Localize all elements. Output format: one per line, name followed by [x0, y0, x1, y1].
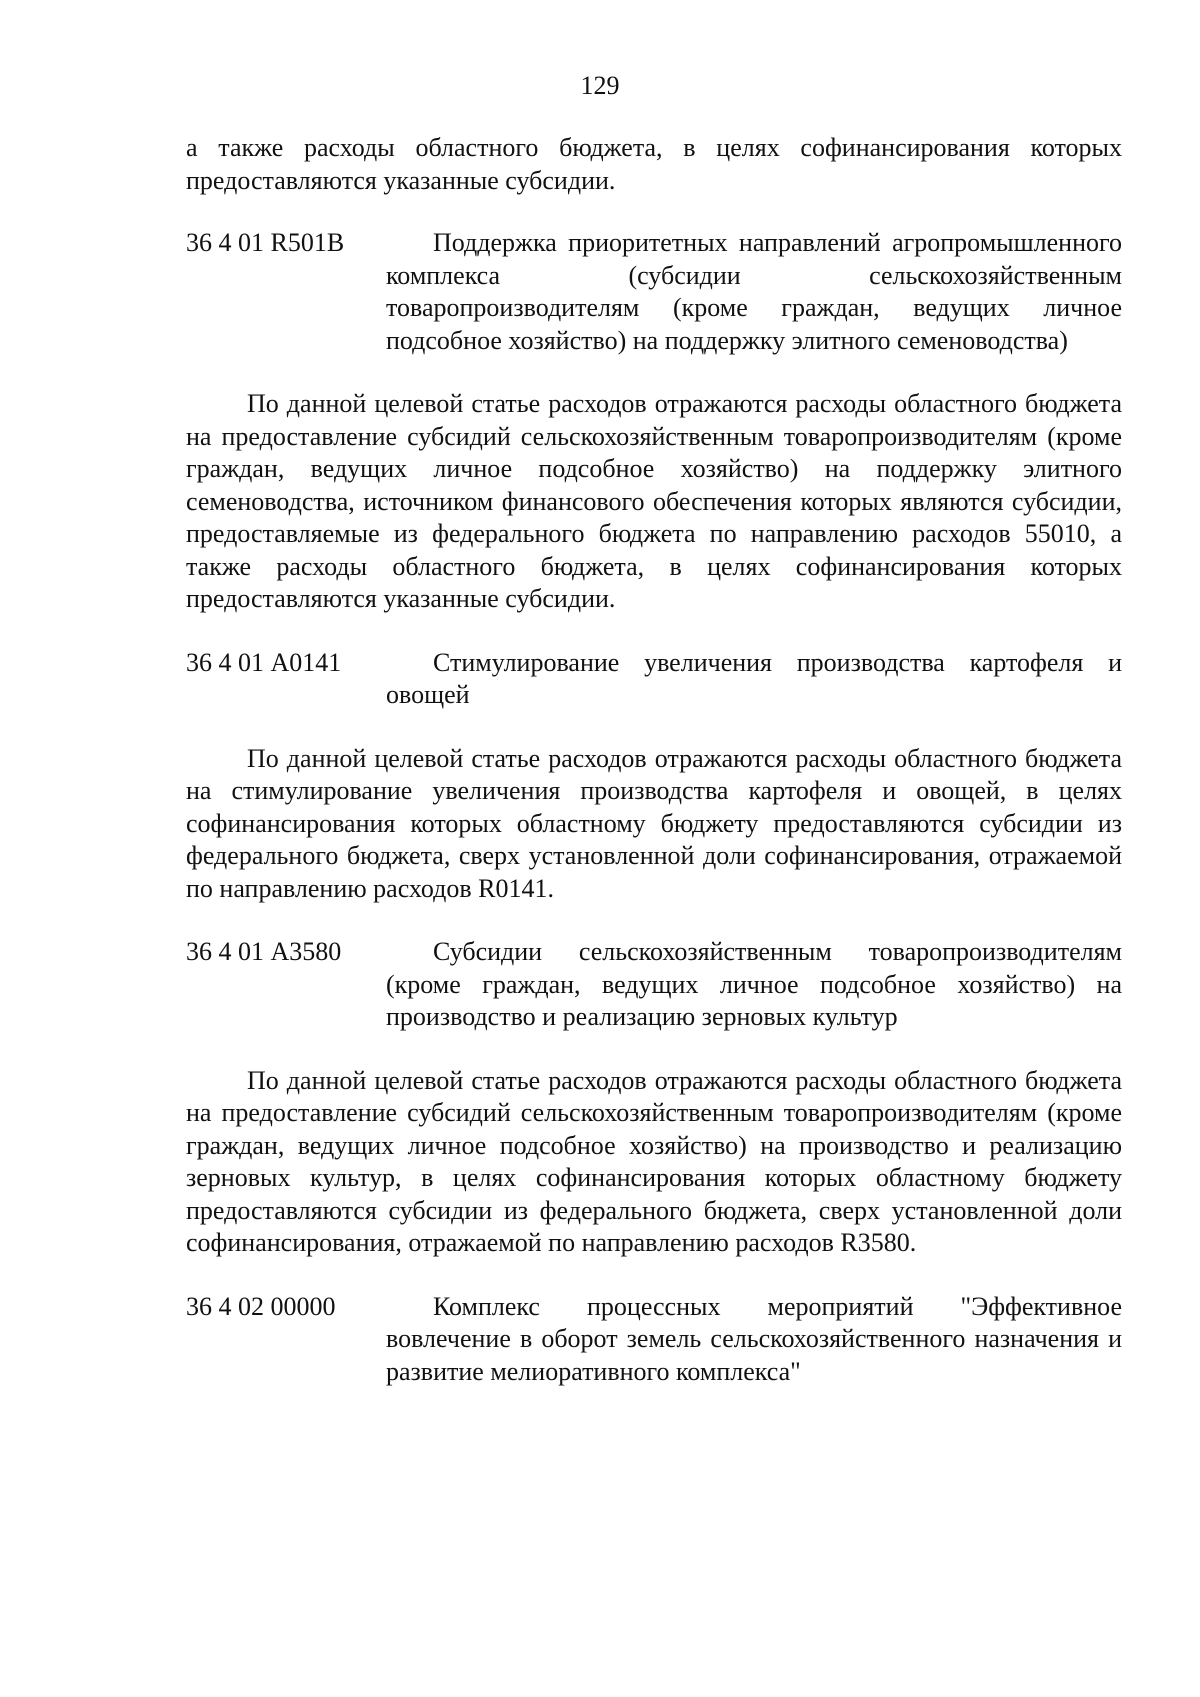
budget-entry-header: [186, 1291, 1122, 1389]
budget-entry-title: Комплекс процессных мероприятий "Эффективное вовлечение в оборот земель сельскохозяйственного назначения и развитие мелиоративного комплекса": [386, 1291, 1122, 1386]
budget-entry-description: По данной целевой статье расходов отражаются расходы областного бюджета на предоставление субсидий сельскохозяйственным товаропроизводителям (кроме граждан, ведущих личное подсобное хозяйство) на производство и реализацию зерновых культур, в целях софинансирования которых областному бюджету предоставляются субсидии из федерального бюджета, сверх установленной доли софинансирования, отражаемой по направлению расходов R3580.: [186, 1065, 1122, 1257]
budget-code: 36 4 01 А3580: [186, 937, 342, 966]
budget-entry-header: [186, 647, 1122, 712]
budget-entry-header: [186, 936, 1122, 1034]
budget-entry-title: Стимулирование увеличения производства картофеля и овощей: [386, 647, 1122, 709]
page-number: 129: [580, 71, 620, 100]
budget-entry-title: Поддержка приоритетных направлений агропромышленного комплекса (субсидии сельскохозяйственным товаропроизводителям (кроме граждан, ведущих личное подсобное хозяйство) на поддержку элитного семеноводства): [386, 228, 1122, 355]
budget-entry-header: [186, 227, 1122, 357]
budget-entry-description: По данной целевой статье расходов отражаются расходы областного бюджета на стимулирование увеличения производства картофеля и овощей, в целях софинансирования которых областному бюджету предоставляются субсидии из федерального бюджета, сверх установленной доли софинансирования, отражаемой по направлению расходов R0141.: [186, 743, 1122, 903]
document-body: [186, 132, 1122, 1419]
budget-code: 36 4 02 00000: [186, 1291, 336, 1321]
budget-entry-title: Субсидии сельскохозяйственным товаропроизводителям (кроме граждан, ведущих личное подсобное хозяйство) на производство и реализацию зерновых культур: [386, 937, 1122, 1031]
budget-code: 36 4 01 А0141: [186, 647, 342, 677]
budget-entry-description: По данной целевой статье расходов отражаются расходы областного бюджета на предоставление субсидий сельскохозяйственным товаропроизводителям (кроме граждан, ведущих личное подсобное хозяйство) на поддержку элитного семеноводства, источником финансового обеспечения которых являются субсидии, предоставляемые из федерального бюджета по направлению расходов 55010, а также расходы областного бюджета, в целях софинансирования которых предоставляются указанные субсидии.: [186, 389, 1122, 613]
budget-code: 36 4 01 R501В: [186, 228, 345, 257]
intro-paragraph: а также расходы областного бюджета, в целях софинансирования которых предоставляются указанные субсидии.: [186, 133, 1122, 195]
